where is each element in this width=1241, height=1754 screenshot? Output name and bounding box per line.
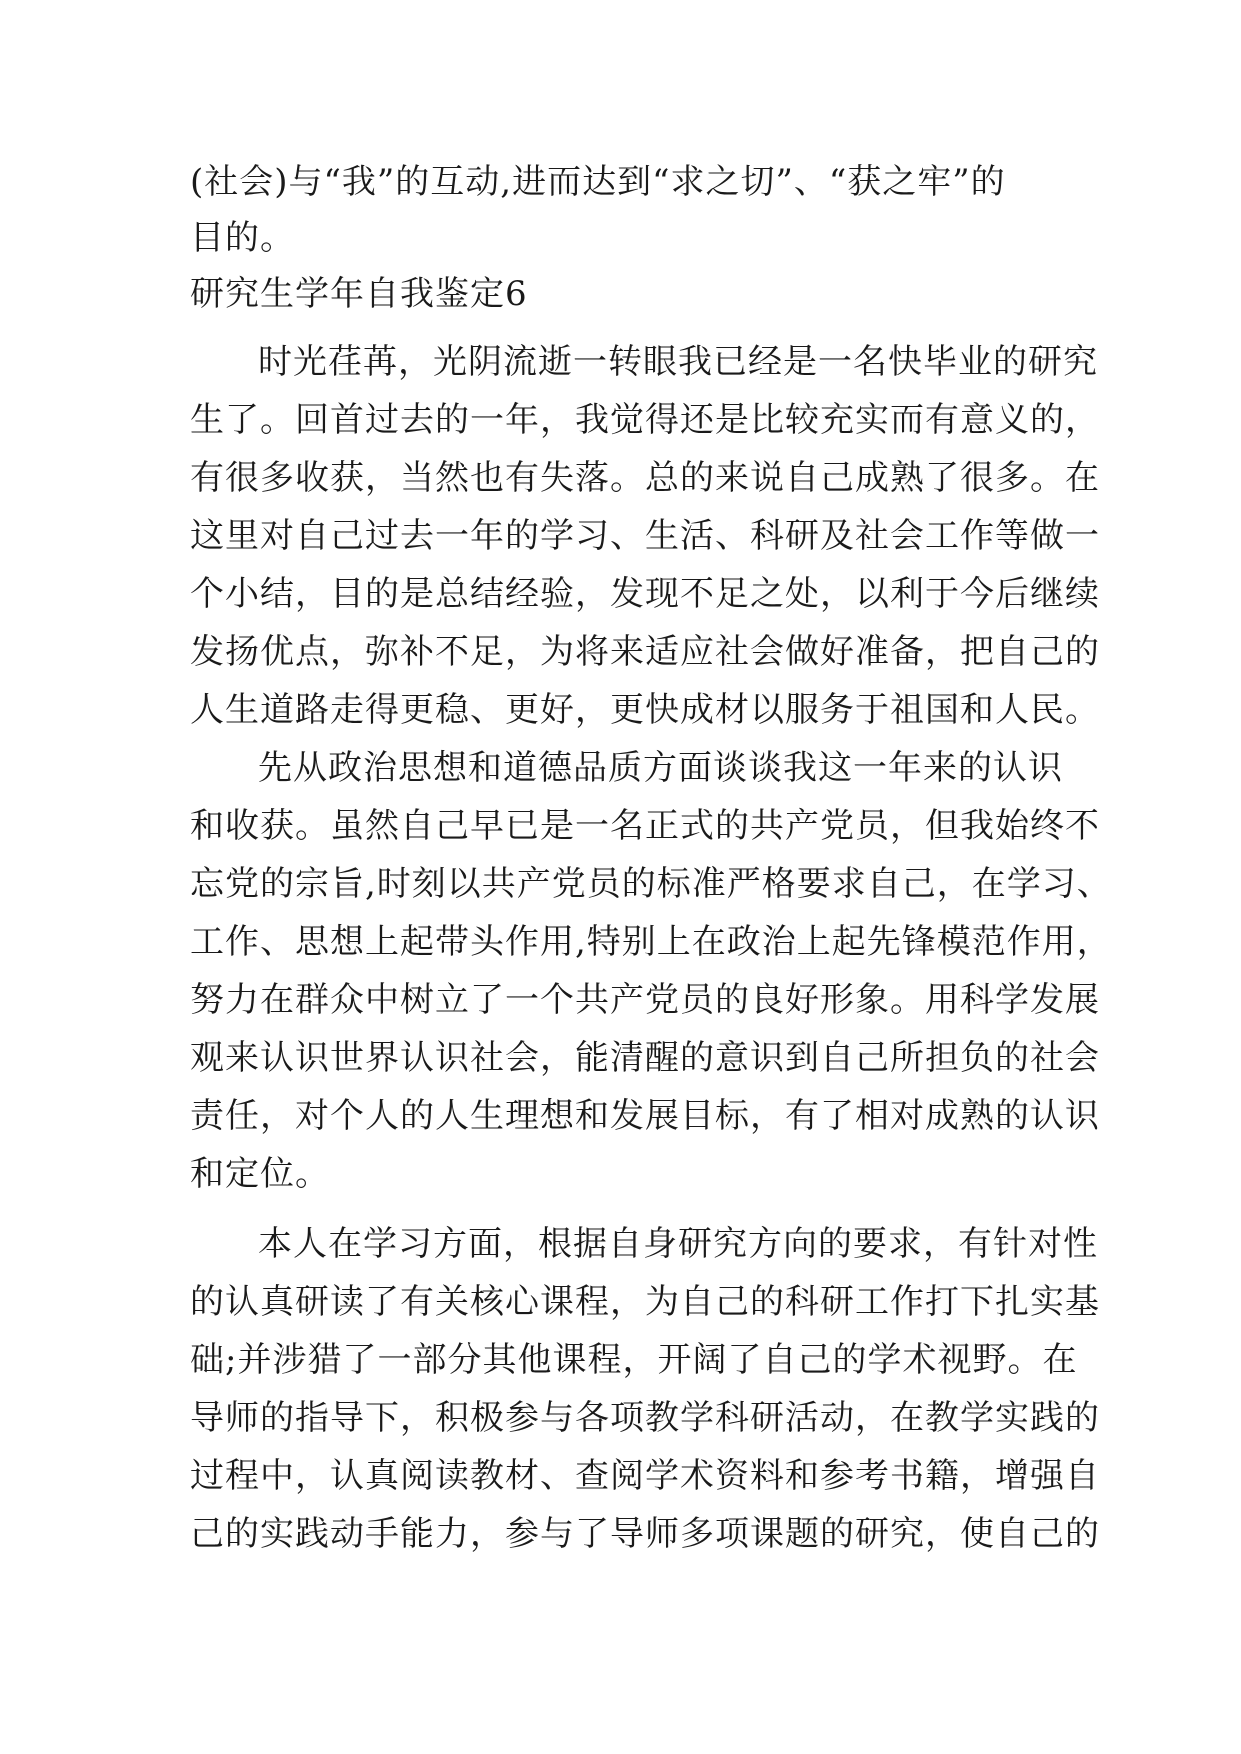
text-line: 个小结，目的是总结经验，发现不足之处，以利于今后继续	[190, 574, 1100, 614]
text-line: 发扬优点，弥补不足，为将来适应社会做好准备，把自己的	[190, 632, 1100, 672]
text-line: 本人在学习方面，根据自身研究方向的要求，有针对性	[258, 1224, 1098, 1264]
text-line: 工作、思想上起带头作用,特别上在政治上起先锋模范作用，	[190, 922, 1112, 962]
text-line: 和定位。	[190, 1154, 330, 1194]
text-line: 先从政治思想和道德品质方面谈谈我这一年来的认识	[258, 748, 1063, 788]
text-line: 人生道路走得更稳、更好，更快成材以服务于祖国和人民。	[190, 690, 1100, 730]
section-heading: 研究生学年自我鉴定6	[190, 274, 528, 314]
text-line: 努力在群众中树立了一个共产党员的良好形象。用科学发展	[190, 980, 1100, 1020]
text-line: 目的。	[190, 218, 295, 258]
text-line: 观来认识世界认识社会，能清醒的意识到自己所担负的社会	[190, 1038, 1100, 1078]
text-line: 导师的指导下，积极参与各项教学科研活动，在教学实践的	[190, 1398, 1100, 1438]
text-line: 这里对自己过去一年的学习、生活、科研及社会工作等做一	[190, 516, 1100, 556]
text-line: 的认真研读了有关核心课程，为自己的科研工作打下扎实基	[190, 1282, 1100, 1322]
text-line: 础;并涉猎了一部分其他课程，开阔了自己的学术视野。在	[190, 1340, 1078, 1380]
text-line: 时光荏苒，光阴流逝一转眼我已经是一名快毕业的研究	[258, 342, 1098, 382]
text-line: 和收获。虽然自己早已是一名正式的共产党员，但我始终不	[190, 806, 1100, 846]
text-line: 忘党的宗旨,时刻以共产党员的标准严格要求自己，在学习、	[190, 864, 1112, 904]
text-line: 生了。回首过去的一年，我觉得还是比较充实而有意义的，	[190, 400, 1100, 440]
text-line: 有很多收获，当然也有失落。总的来说自己成熟了很多。在	[190, 458, 1100, 498]
text-line: 己的实践动手能力，参与了导师多项课题的研究，使自己的	[190, 1514, 1100, 1554]
text-line: (社会)与“我”的互动,进而达到“求之切”、“获之牢”的	[190, 162, 1006, 202]
text-line: 责任，对个人的人生理想和发展目标，有了相对成熟的认识	[190, 1096, 1100, 1136]
text-line: 过程中，认真阅读教材、查阅学术资料和参考书籍，增强自	[190, 1456, 1100, 1496]
